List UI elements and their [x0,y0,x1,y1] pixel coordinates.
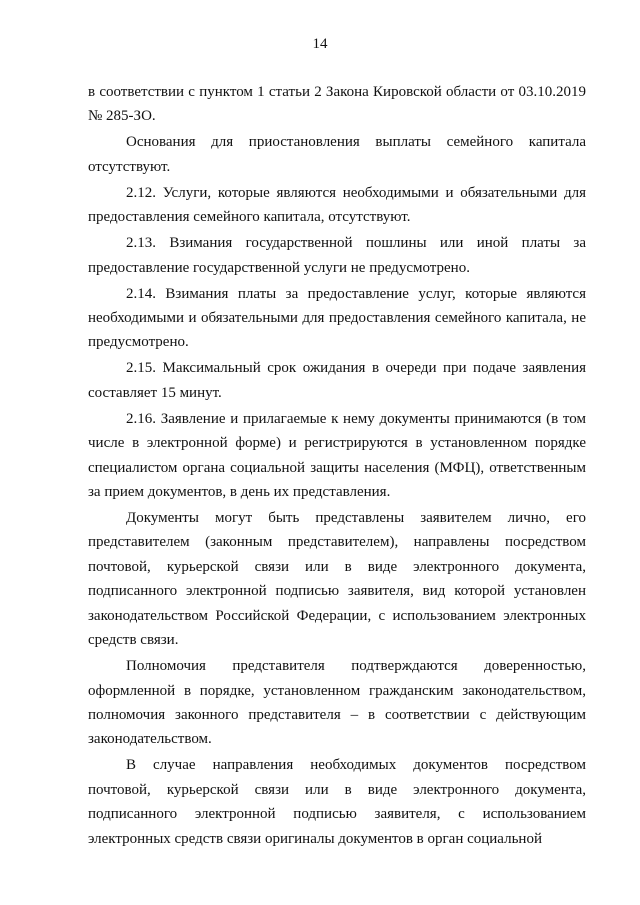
page-number: 14 [312,36,328,52]
paragraph-mail-submission: В случае направления необходимых документов посредством почтовой, курьерской связи или в виде электронного документа, подписанного электронной подписью заявителя, с использованием электронных средств связи оригиналы документов в орган социальной [88,757,586,847]
paragraph-continuation: в соответствии с пунктом 1 статьи 2 Закона Кировской области от 03.10.2019 № 285-ЗО. [88,84,586,125]
paragraph-representative-authority: Полномочия представителя подтверждаются доверенностью, оформленной в порядке, установленном гражданским законодательством, полномочия законного представителя – в соответствии с действующим законодательством. [88,658,586,748]
document-body [88,80,586,851]
paragraph-2-12: 2.12. Услуги, которые являются необходимыми и обязательными для предоставления семейного капитала, отсутствуют. [88,184,586,226]
paragraph-suspension-grounds: Основания для приостановления выплаты семейного капитала отсутствуют. [88,134,586,175]
paragraph-documents-submission: Документы могут быть представлены заявителем лично, его представителем (законным представителем), направлены посредством почтовой, курьерской связи или в виде электронного документа, подписанного электронной подписью заявителя, вид которой установлен законодательством Российской Федерации, с использованием электронных средств связи. [88,510,586,649]
paragraph-2-16: 2.16. Заявление и прилагаемые к нему документы принимаются (в том числе в электронной форме) и регистрируются в установленном порядке специалистом органа социальной защиты населения (МФЦ), ответственным за прием документов, в день их представления. [88,410,586,501]
paragraph-2-13: 2.13. Взимания государственной пошлины или иной платы за предоставление государственной услуги не предусмотрено. [88,235,586,276]
paragraph-2-14: 2.14. Взимания платы за предоставление услуг, которые являются необходимыми и обязательными для предоставления семейного капитала, не предусмотрено. [88,285,586,351]
paragraph-2-15: 2.15. Максимальный срок ожидания в очереди при подаче заявления составляет 15 минут. [88,360,586,401]
